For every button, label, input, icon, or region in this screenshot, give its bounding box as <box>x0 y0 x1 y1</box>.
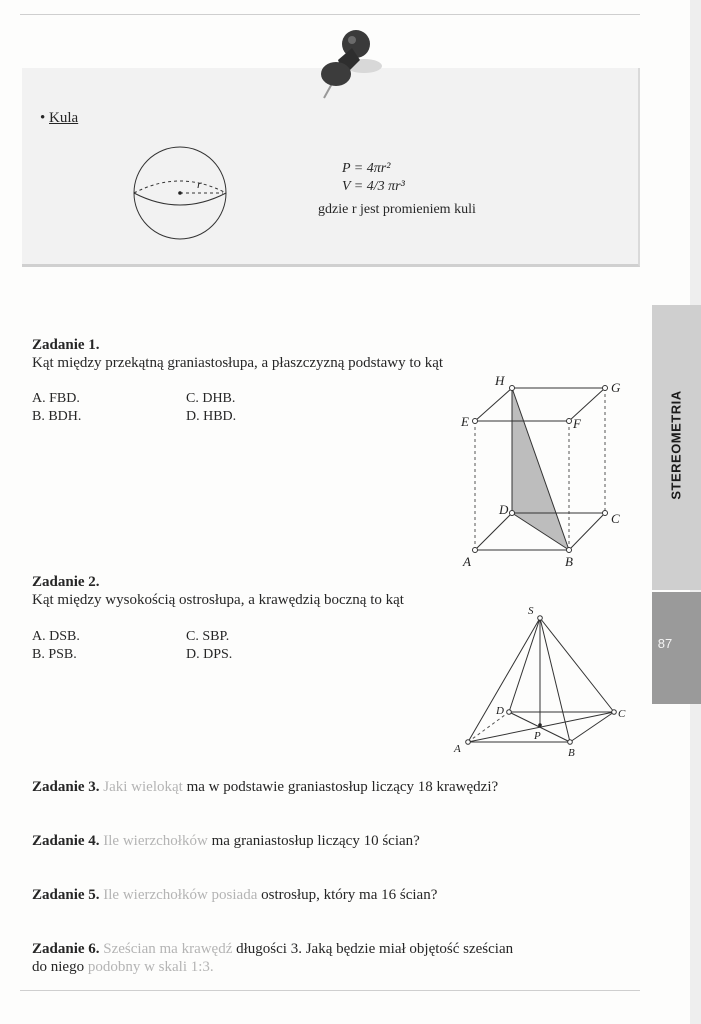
page-number: 87 <box>657 636 673 651</box>
task-1-option-d: D. HBD. <box>186 409 237 424</box>
pushpin-icon <box>308 22 388 102</box>
svg-text:G: G <box>611 380 621 395</box>
sphere-label: Kula <box>49 110 79 126</box>
task-1-title: Zadanie 1. <box>32 337 100 353</box>
svg-text:F: F <box>573 416 581 431</box>
svg-text:A: A <box>454 743 461 755</box>
pyramid-diagram <box>452 600 632 760</box>
svg-text:D: D <box>499 502 509 517</box>
task-6-line-2 <box>32 958 214 976</box>
task-2-text: Kąt między wysokością ostrosłupa, a krawędzią boczną to kąt <box>32 592 404 608</box>
sphere-diagram <box>115 145 245 245</box>
sphere-formulas <box>318 160 518 218</box>
task-3-text: ma w podstawie graniastosłup liczący 18 krawędzi? <box>186 779 499 795</box>
task-1-option-a: A. FBD. <box>32 391 80 406</box>
task-1-option-c: C. DHB. <box>186 391 236 406</box>
svg-text:C: C <box>611 511 620 526</box>
svg-text:A: A <box>463 554 471 569</box>
task-5-faded-text: Ile wierzchołków posiada <box>103 887 258 903</box>
svg-text:B: B <box>565 554 573 569</box>
task-5 <box>32 886 437 904</box>
radius-label: r <box>197 177 202 191</box>
area-formula: P = 4πr² <box>342 161 391 176</box>
task-6-text: długości 3. Jaką będzie miał objętość sześcian <box>236 941 514 957</box>
top-rule <box>20 14 640 15</box>
task-2-option-c: C. SBP. <box>186 629 230 644</box>
task-5-title: Zadanie 5. <box>32 887 100 903</box>
svg-text:D: D <box>496 705 504 717</box>
task-1-option-b: B. BDH. <box>32 409 82 424</box>
task-6-faded-text: Sześcian ma krawędź <box>103 941 233 957</box>
section-title: STEREOMETRIA <box>668 390 684 500</box>
task-6-line2-text: do niego <box>32 959 85 975</box>
task-3-title: Zadanie 3. <box>32 779 100 795</box>
svg-text:B: B <box>568 747 575 759</box>
task-5-text: ostrosłup, który ma 16 ścian? <box>261 887 438 903</box>
task-4-text: ma graniastosłup liczący 10 ścian? <box>211 833 420 849</box>
svg-text:P: P <box>534 730 541 742</box>
prism-diagram <box>455 370 630 570</box>
bullet-mark: • <box>40 110 46 126</box>
task-3-faded-text: Jaki wielokąt <box>103 779 183 795</box>
task-2-title: Zadanie 2. <box>32 574 100 590</box>
task-6-line2-faded: podobny w skali 1:3. <box>87 959 214 975</box>
bottom-rule <box>20 990 640 991</box>
task-6 <box>32 940 622 958</box>
task-4-faded-text: Ile wierzchołków <box>103 833 208 849</box>
task-2-option-b: B. PSB. <box>32 647 77 662</box>
volume-formula: V = 4/3 πr³ <box>342 179 405 194</box>
task-3 <box>32 778 498 796</box>
svg-text:S: S <box>528 605 534 617</box>
sphere-heading <box>40 110 78 127</box>
task-4 <box>32 832 420 850</box>
task-2-option-a: A. DSB. <box>32 629 80 644</box>
svg-text:H: H <box>495 373 505 388</box>
task-6-title: Zadanie 6. <box>32 941 100 957</box>
task-1-text: Kąt między przekątną graniastosłupa, a płaszczyzną podstawy to kąt <box>32 355 444 371</box>
task-4-title: Zadanie 4. <box>32 833 100 849</box>
formula-note: gdzie r jest promieniem kuli <box>318 202 476 217</box>
task-2-option-d: D. DPS. <box>186 647 233 662</box>
svg-text:E: E <box>461 414 469 429</box>
svg-text:C: C <box>618 708 626 720</box>
